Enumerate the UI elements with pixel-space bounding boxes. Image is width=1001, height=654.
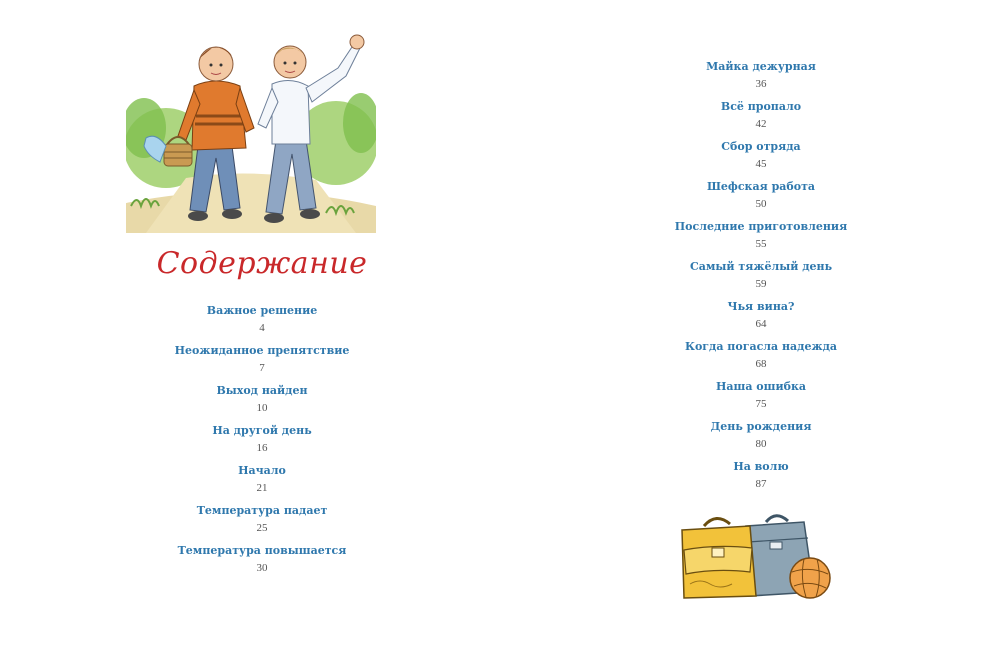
page-number: 30 (256, 562, 268, 574)
toc-entry[interactable] (649, 459, 873, 499)
chapter-title[interactable]: День рождения (710, 420, 812, 433)
toc-entry[interactable] (150, 343, 374, 383)
page-number: 80 (755, 438, 767, 450)
page-number: 75 (755, 398, 767, 410)
chapter-title[interactable]: Всё пропало (720, 100, 802, 113)
page-number: 7 (259, 362, 265, 374)
toc-entry[interactable] (649, 339, 873, 379)
chapter-title[interactable]: Майка дежурная (706, 60, 816, 73)
page-number: 16 (256, 442, 268, 454)
chapter-title[interactable]: Наша ошибка (715, 380, 807, 393)
chapter-title[interactable]: Когда погасла надежда (684, 340, 838, 353)
page-number: 68 (755, 358, 767, 370)
chapter-title[interactable]: Выход найден (216, 384, 308, 397)
chapter-title[interactable]: На другой день (212, 424, 312, 437)
toc-entry[interactable] (649, 139, 873, 179)
toc-entry[interactable] (649, 259, 873, 299)
chapter-title[interactable]: Температура повышается (177, 544, 347, 557)
toc-entry[interactable] (150, 383, 374, 423)
page-number: 42 (755, 118, 767, 130)
toc-entry[interactable] (150, 463, 374, 503)
chapter-title[interactable]: Самый тяжёлый день (689, 260, 833, 273)
toc-entry[interactable] (150, 423, 374, 463)
toc-entry[interactable] (649, 179, 873, 219)
page-number: 10 (256, 402, 268, 414)
toc-entry[interactable] (649, 59, 873, 99)
page-number: 87 (755, 478, 767, 490)
chapter-title[interactable]: Начало (238, 464, 286, 477)
page-number: 45 (755, 158, 767, 170)
toc-entry[interactable] (649, 299, 873, 339)
page-number: 36 (755, 78, 767, 90)
toc-entry[interactable] (150, 503, 374, 543)
chapter-title[interactable]: Важное решение (206, 304, 318, 317)
toc-title: Содержание (156, 246, 368, 281)
page-number: 55 (755, 238, 767, 250)
toc-entry[interactable] (150, 303, 374, 343)
chapter-title[interactable]: Неожиданное препятствие (174, 344, 350, 357)
chapter-title[interactable]: На волю (733, 460, 789, 473)
chapter-title[interactable]: Сбор отряда (721, 140, 801, 153)
boys-walking-illustration (126, 28, 376, 233)
left-page (0, 0, 500, 654)
chapter-title[interactable]: Чья вина? (727, 300, 795, 313)
toc-list-right (649, 59, 873, 499)
chapter-title[interactable]: Шефская работа (706, 180, 816, 193)
page-number: 21 (256, 482, 268, 494)
chapter-title[interactable]: Последние приготовления (674, 220, 848, 233)
toc-list-left (150, 303, 374, 583)
page-number: 50 (755, 198, 767, 210)
school-bags-illustration (676, 508, 832, 600)
toc-entry[interactable] (649, 219, 873, 259)
toc-entry[interactable] (649, 419, 873, 459)
toc-entry[interactable] (150, 543, 374, 583)
chapter-title[interactable]: Температура падает (196, 504, 328, 517)
toc-entry[interactable] (649, 379, 873, 419)
page-number: 4 (259, 322, 265, 334)
page-number: 25 (256, 522, 268, 534)
toc-entry[interactable] (649, 99, 873, 139)
page-number: 64 (755, 318, 767, 330)
page-number: 59 (755, 278, 767, 290)
